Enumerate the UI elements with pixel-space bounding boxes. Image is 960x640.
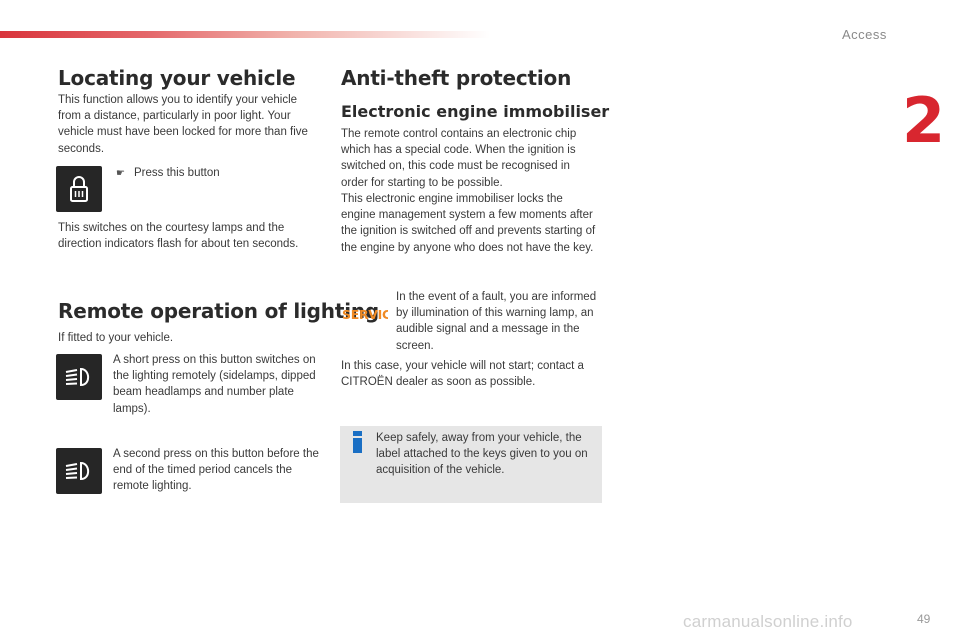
remote-lighting-fitted: If fitted to your vehicle. xyxy=(58,332,174,344)
immobiliser-subtitle: Electronic engine immobiliser xyxy=(341,102,610,121)
locating-title: Locating your vehicle xyxy=(58,66,296,90)
headlamp-button-icon xyxy=(56,354,102,400)
case-text: In this case, your vehicle will not start; contact a CITROËN dealer as soon as possible. xyxy=(341,360,584,389)
immobiliser-para-2: This electronic engine immobiliser locks the engine management system a few moments after the ignition is switched off and prevents starting of the engine by anyone who does not have the key. xyxy=(341,193,596,254)
anti-theft-title: Anti-theft protection xyxy=(341,66,572,90)
info-note-box xyxy=(340,426,602,503)
page-number: 49 xyxy=(917,612,931,626)
svg-text:SERVICE: SERVIC xyxy=(342,307,388,322)
short-press-text: A short press on this button switches on the lighting remotely (sidelamps, dipped beam headlamps and number plate lamps). xyxy=(113,354,316,415)
bullet-icon: ☛ xyxy=(116,168,125,179)
locating-intro: This function allows you to identify your vehicle from a distance, particularly in poor light. Your vehicle must have been locked for more than five seconds. xyxy=(58,94,308,155)
lock-button-icon xyxy=(56,166,102,212)
chapter-title: Access xyxy=(842,27,887,42)
header-accent-bar xyxy=(0,31,490,38)
locating-bullet: ☛ Press this button xyxy=(116,165,316,182)
service-warning-icon xyxy=(340,303,388,330)
locating-result: This switches on the courtesy lamps and the direction indicators flash for about ten seconds. xyxy=(58,222,299,251)
headlamp-button-icon-2 xyxy=(56,448,102,494)
info-icon xyxy=(352,431,364,458)
fault-text: In the event of a fault, you are informed by illumination of this warning lamp, an audible signal and a message in the screen. xyxy=(396,291,597,352)
second-press-text: A second press on this button before the end of the timed period cancels the remote lighting. xyxy=(113,448,319,493)
info-text: Keep safely, away from your vehicle, the label attached to the keys given to you on acquisition of the vehicle. xyxy=(376,432,588,477)
watermark: carmanualsonline.info xyxy=(683,612,853,631)
chapter-number: 2 xyxy=(902,84,946,157)
immobiliser-para-1: The remote control contains an electronic chip which has a special code. When the ignition is switched on, this code must be recognised in order for starting to be possible. xyxy=(341,128,577,189)
remote-lighting-title: Remote operation of lighting xyxy=(58,299,380,323)
